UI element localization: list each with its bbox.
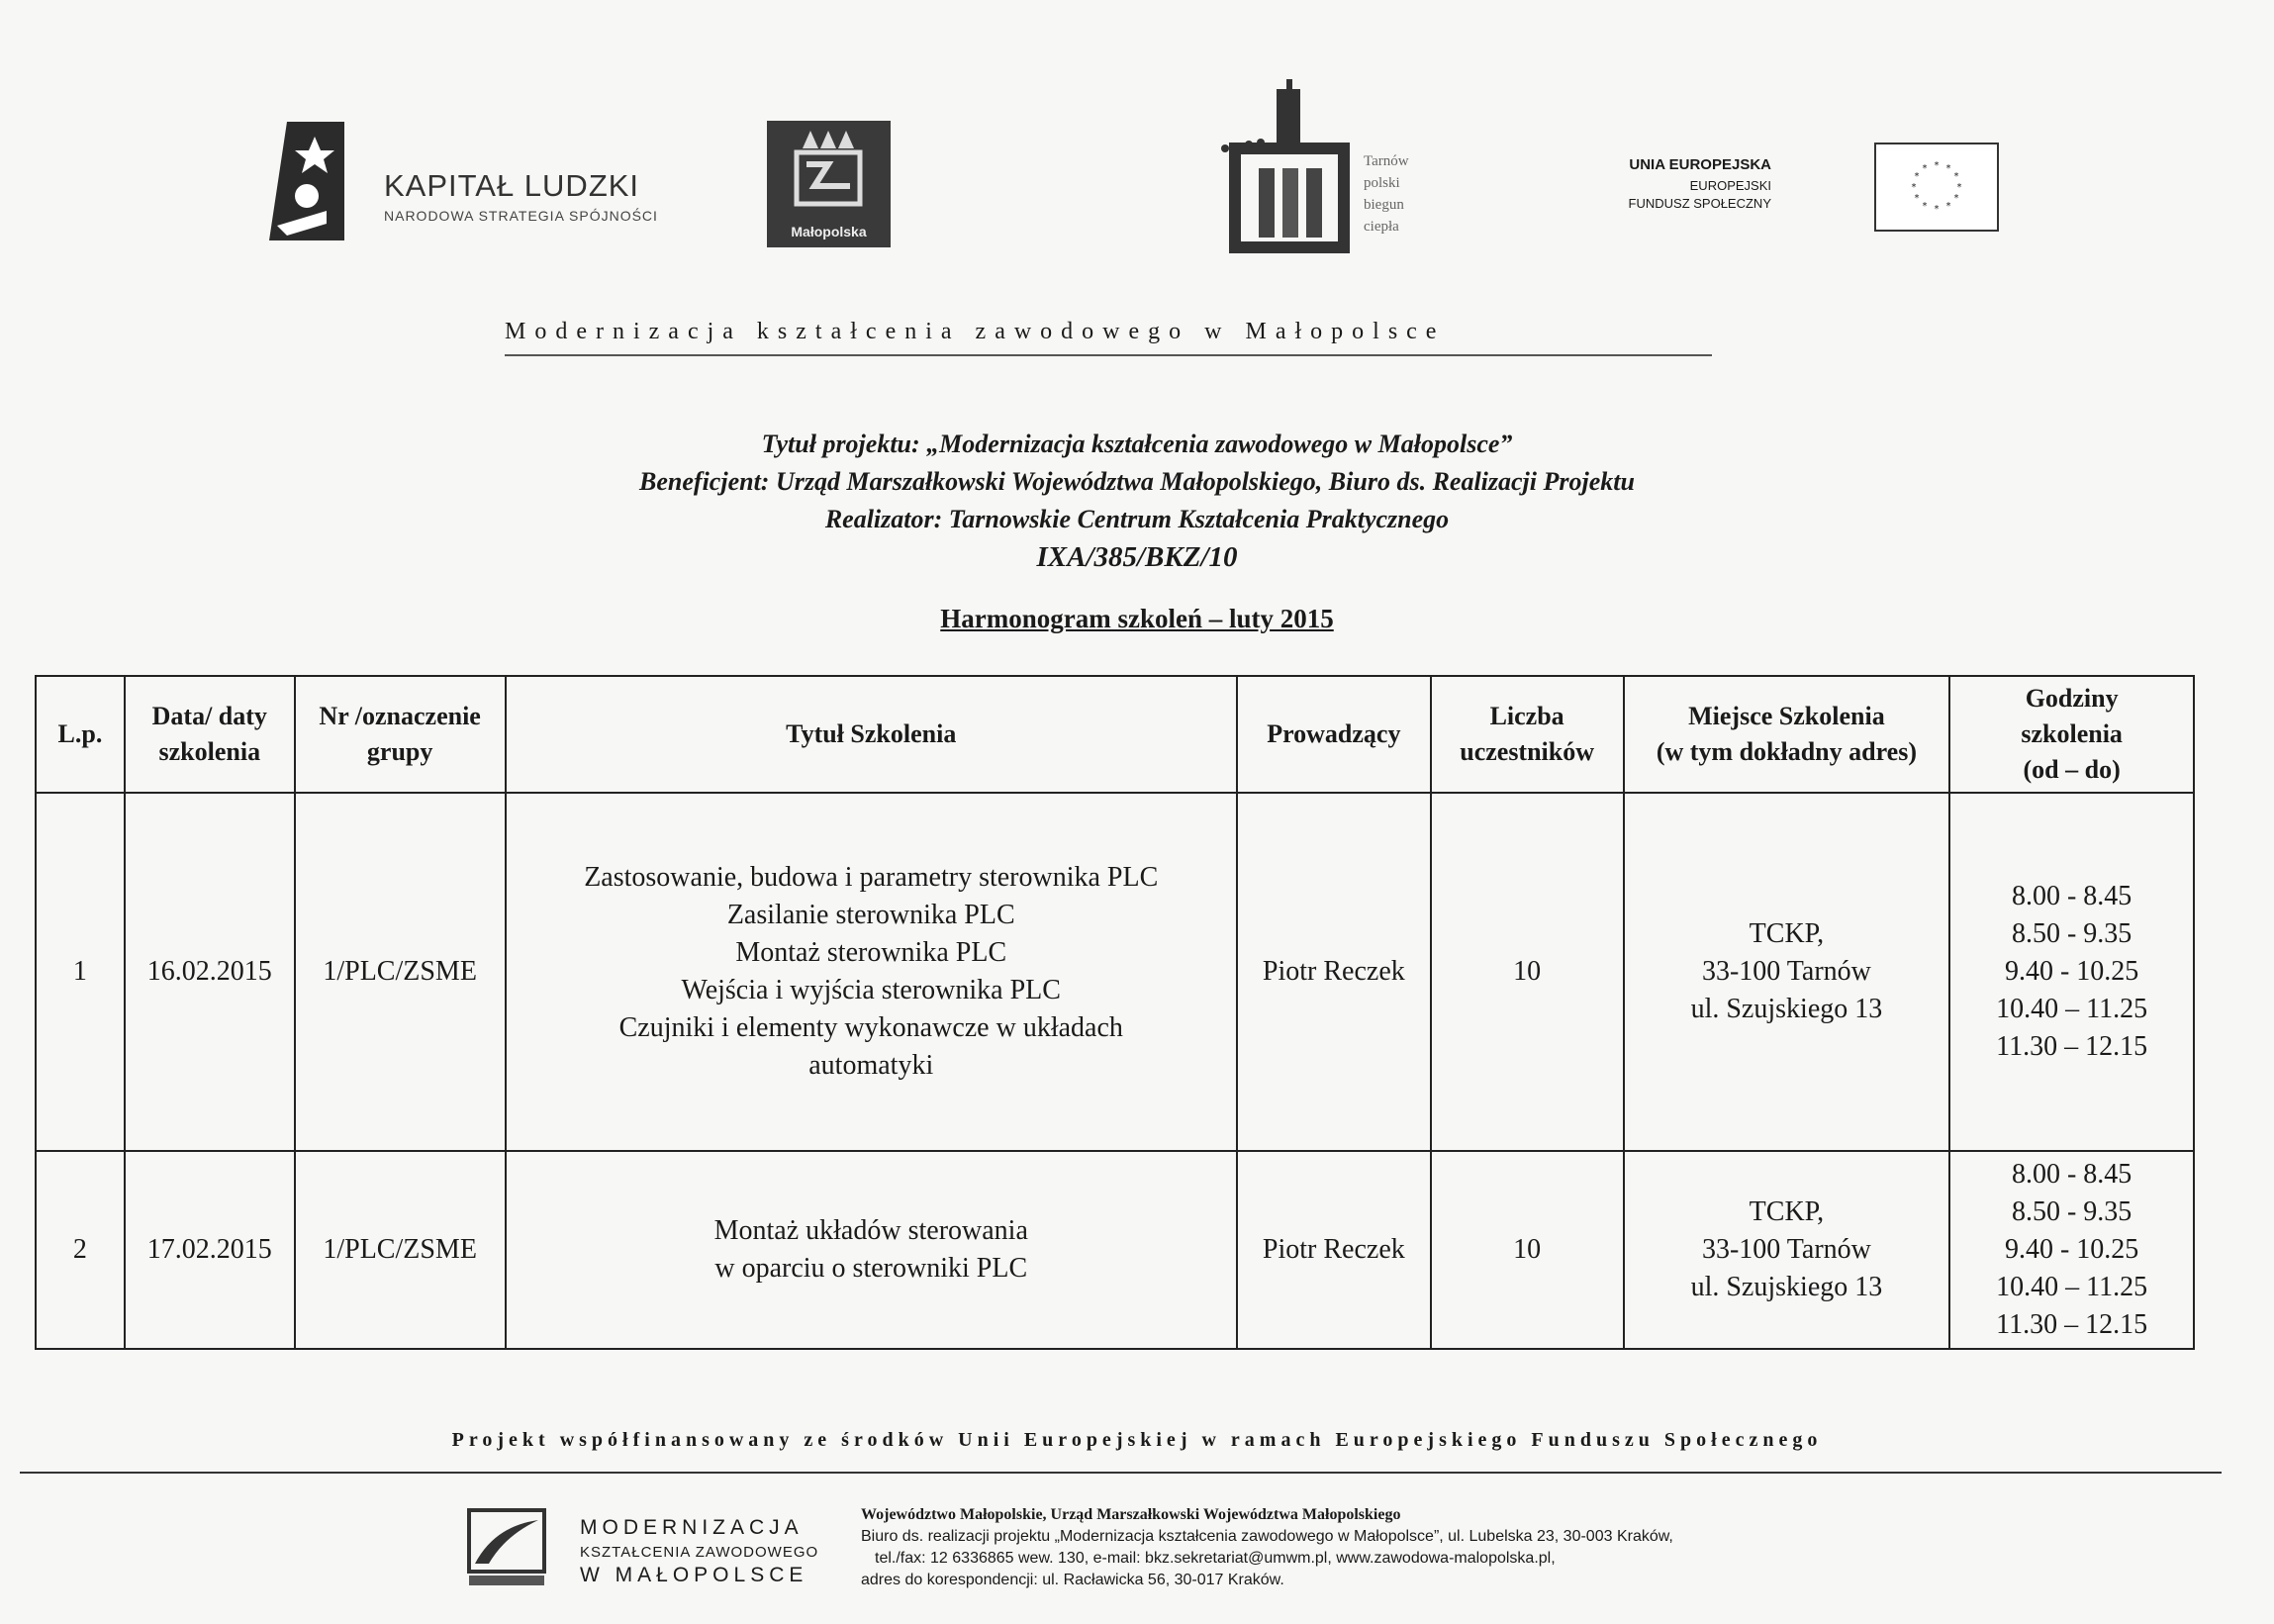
cell-place	[1624, 793, 1950, 1151]
place-line: TCKP,	[1749, 918, 1825, 949]
table-header-row	[36, 676, 2194, 793]
title-line: Montaż sterownika PLC	[735, 937, 1007, 968]
header-place-line: Miejsce Szkolenia	[1688, 702, 1885, 730]
title-line: Zastosowanie, budowa i parametry sterownika PLC	[584, 862, 1159, 893]
tarnow-line: Tarnów	[1364, 153, 1409, 169]
ue-logo	[1628, 139, 1999, 233]
modernizacja-line1: MODERNIZACJA	[580, 1516, 804, 1539]
header-hours-line: (od – do)	[2023, 755, 2121, 784]
footer-divider	[20, 1472, 2222, 1474]
header-date	[125, 676, 295, 793]
hours-line: 10.40 – 11.25	[1996, 994, 2148, 1024]
schedule-table	[35, 675, 2195, 1350]
title-line: w oparciu o sterowniki PLC	[714, 1253, 1028, 1284]
hours-line: 10.40 – 11.25	[1996, 1272, 2148, 1302]
tarnow-line: ciepła	[1364, 219, 1399, 235]
place-line: ul. Szujskiego 13	[1690, 994, 1883, 1024]
header-title: Tytuł Szkolenia	[506, 676, 1237, 793]
table-row	[36, 1151, 2194, 1349]
cell-group: 1/PLC/ZSME	[295, 1151, 506, 1349]
header-date-line: Data/ daty	[151, 702, 267, 730]
hours-line: 8.00 - 8.45	[2011, 881, 2132, 911]
svg-text:*: *	[1956, 182, 1962, 193]
tarnow-logo	[1217, 79, 1435, 257]
tarnow-tower-icon	[1217, 79, 1356, 257]
header-lp: L.p.	[36, 676, 125, 793]
kapital-ludzki-subtitle: NARODOWA STRATEGIA SPÓJNOŚCI	[384, 208, 658, 224]
title-line: Wejścia i wyjścia sterownika PLC	[681, 975, 1061, 1005]
cell-count: 10	[1431, 793, 1624, 1151]
place-line: 33-100 Tarnów	[1701, 1234, 1871, 1265]
header-group	[295, 676, 506, 793]
header-trainer: Prowadzący	[1237, 676, 1431, 793]
hours-line: 9.40 - 10.25	[2004, 956, 2139, 987]
cell-hours	[1949, 1151, 2194, 1349]
modernizacja-emblem-icon	[465, 1506, 548, 1589]
cell-lp: 2	[36, 1151, 125, 1349]
project-beneficiary-line: Beneficjent: Urząd Marszałkowski Województwa Małopolskiego, Biuro ds. Realizacji Projektu	[639, 467, 1635, 496]
project-realizer-line: Realizator: Tarnowskie Centrum Kształcenia Praktycznego	[824, 505, 1450, 533]
svg-text:*: *	[1911, 182, 1917, 193]
svg-text:*: *	[1953, 193, 1959, 204]
project-info	[0, 426, 2274, 576]
cofinance-note: Projekt współfinansowany ze środków Unii Europejskiej w ramach Europejskiego Funduszu Społecznego	[451, 1429, 1823, 1451]
modernizacja-logo	[465, 1502, 851, 1601]
header-group-line: Nr /oznaczenie	[319, 702, 481, 730]
header-date-line: szkolenia	[158, 737, 261, 766]
cell-lp: 1	[36, 793, 125, 1151]
schedule-title: Harmonogram szkoleń – luty 2015	[940, 604, 1334, 633]
svg-text:*: *	[1922, 163, 1928, 174]
cell-title	[506, 793, 1237, 1151]
place-line: 33-100 Tarnów	[1701, 956, 1871, 987]
header-place	[1624, 676, 1950, 793]
svg-text:*: *	[1953, 171, 1959, 182]
header-hours	[1949, 676, 2194, 793]
hours-line: 9.40 - 10.25	[2004, 1234, 2139, 1265]
tarnow-text	[1364, 150, 1409, 238]
svg-text:*: *	[1945, 163, 1951, 174]
table-row	[36, 793, 2194, 1151]
footer-address	[861, 1504, 1673, 1591]
svg-text:*: *	[1914, 171, 1920, 182]
header-divider	[505, 354, 1712, 356]
title-line: automatyki	[808, 1050, 934, 1081]
cell-date: 16.02.2015	[125, 793, 295, 1151]
cell-title	[506, 1151, 1237, 1349]
project-title-line: Tytuł projektu: „Modernizacja kształcenia zawodowego w Małopolsce”	[761, 430, 1513, 458]
svg-text:*: *	[1934, 204, 1940, 215]
header-count	[1431, 676, 1624, 793]
malopolska-emblem-icon	[767, 121, 891, 220]
cell-date: 17.02.2015	[125, 1151, 295, 1349]
svg-text:*: *	[1922, 201, 1928, 212]
header-hours-line: Godziny	[2025, 684, 2119, 713]
cell-count: 10	[1431, 1151, 1624, 1349]
tarnow-line: polski	[1364, 175, 1400, 191]
address-line: Województwo Małopolskie, Urząd Marszałkowski Województwa Małopolskiego	[861, 1506, 1401, 1523]
header-group-line: grupy	[366, 737, 433, 766]
cell-trainer: Piotr Reczek	[1237, 793, 1431, 1151]
hours-line: 8.50 - 9.35	[2011, 1196, 2132, 1227]
kapital-ludzki-title: KAPITAŁ LUDZKI	[384, 168, 640, 203]
header-place-line: (w tym dokładny adres)	[1656, 737, 1917, 766]
title-line: Zasilanie sterownika PLC	[726, 900, 1015, 930]
hours-line: 11.30 – 12.15	[1996, 1309, 2148, 1340]
header-count-line: uczestników	[1460, 737, 1595, 766]
ue-title: UNIA EUROPEJSKA	[1629, 156, 1771, 173]
modernizacja-line3: W MAŁOPOLSCE	[580, 1564, 808, 1586]
address-line: adres do korespondencji: ul. Racławicka 56, 30-017 Kraków.	[861, 1572, 1284, 1588]
place-line: TCKP,	[1749, 1196, 1825, 1227]
title-line: Montaż układów sterowania	[713, 1215, 1028, 1246]
svg-text:*: *	[1914, 193, 1920, 204]
hours-line: 8.00 - 8.45	[2011, 1159, 2132, 1190]
header-title: Modernizacja kształcenia zawodowego w Małopolsce	[505, 319, 1446, 344]
tarnow-line: biegun	[1364, 197, 1404, 213]
cell-group: 1/PLC/ZSME	[295, 793, 506, 1151]
hours-line: 11.30 – 12.15	[1996, 1031, 2148, 1062]
address-line: Biuro ds. realizacji projektu „Modernizacja kształcenia zawodowego w Małopolsce”, ul. Lubelska 23, 30-003 Kraków,	[861, 1528, 1673, 1545]
modernizacja-line2: KSZTAŁCENIA ZAWODOWEGO	[580, 1544, 819, 1561]
cell-place	[1624, 1151, 1950, 1349]
cell-hours	[1949, 793, 2194, 1151]
malopolska-label: Małopolska	[791, 224, 867, 239]
project-code: IXA/385/BKZ/10	[1036, 541, 1238, 573]
ue-line3: FUNDUSZ SPOŁECZNY	[1628, 196, 1771, 211]
svg-text:*: *	[1945, 201, 1951, 212]
title-line: Czujniki i elementy wykonawcze w układach	[618, 1012, 1123, 1043]
header-count-line: Liczba	[1489, 702, 1564, 730]
eu-flag-icon	[1874, 143, 1999, 232]
svg-text:*: *	[1934, 160, 1940, 171]
kapital-ludzki-logo	[267, 117, 683, 255]
ue-line2: EUROPEJSKI	[1689, 178, 1771, 193]
hours-line: 8.50 - 9.35	[2011, 918, 2132, 949]
place-line: ul. Szujskiego 13	[1690, 1272, 1883, 1302]
cell-trainer: Piotr Reczek	[1237, 1151, 1431, 1349]
header-hours-line: szkolenia	[2021, 719, 2123, 748]
kapital-ludzki-mark-icon	[267, 117, 346, 245]
malopolska-logo	[767, 121, 891, 247]
address-line: tel./fax: 12 6336865 wew. 130, e-mail: bkz.sekretariat@umwm.pl, www.zawodowa-malopolska.pl,	[875, 1550, 1556, 1567]
